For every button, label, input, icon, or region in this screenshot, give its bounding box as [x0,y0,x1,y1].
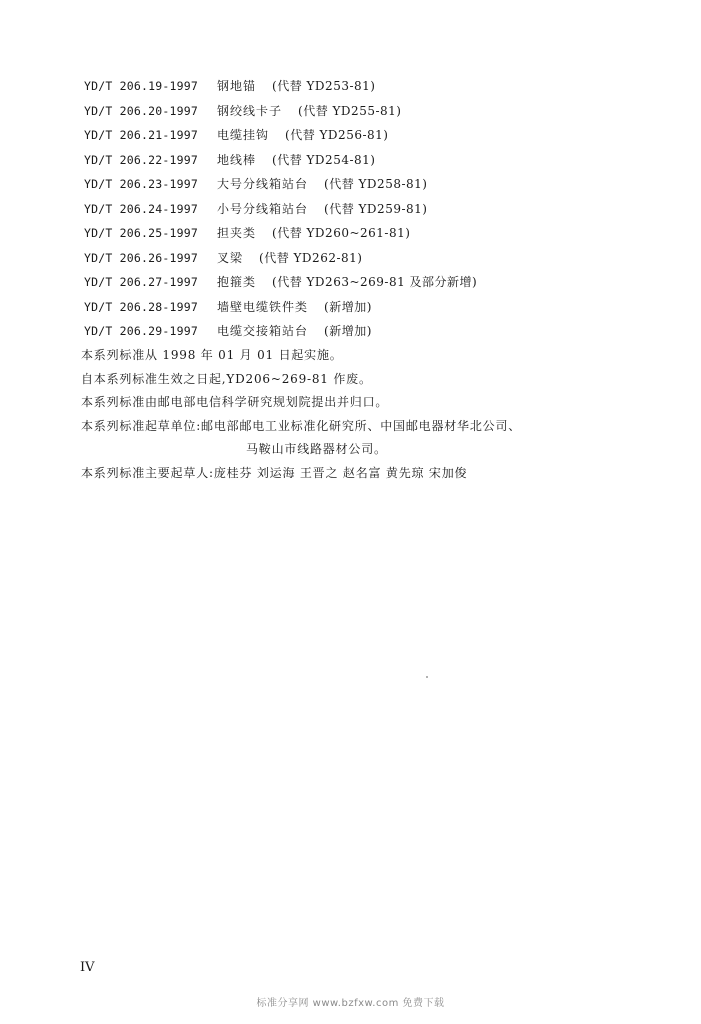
standard-code: YD/T 206.27-1997 [84,275,198,289]
standard-code: YD/T 206.21-1997 [84,128,198,142]
drafters-note: 本系列标准主要起草人:庞桂芬 刘运海 王晋之 赵名富 黄先琼 宋加俊 [81,465,468,480]
standard-note: (代替 YD254-81) [272,152,376,167]
standard-row [84,74,684,99]
standard-row [84,270,684,295]
standard-row [84,319,684,344]
standard-title: 小号分线箱站台 [217,201,309,216]
standard-note: (代替 YD260~261-81) [272,226,411,240]
standard-row [84,246,684,271]
standard-code: YD/T 206.26-1997 [84,250,198,265]
standard-note: (新增加) [324,299,372,314]
superseded-note: 自本系列标准生效之日起,YD206~269-81 作废。 [81,371,372,386]
standard-title: 大号分线箱站台 [217,177,309,191]
standards-list [84,74,684,344]
drafting-units-note: 本系列标准起草单位:邮电部邮电工业标准化研究所、中国邮电器材华北公司、 [81,418,522,433]
drafting-units-continued: 马鞍山市线路器材公司。 [246,442,387,456]
standard-row [84,197,684,222]
standard-note: (代替 YD259-81) [324,201,428,216]
standard-title: 担夹类 [217,226,257,240]
standard-title: 钢地锚 [217,79,257,93]
standard-title: 电缆挂钩 [217,128,270,142]
series-notes [81,344,691,485]
standard-row [84,221,684,246]
standard-code: YD/T 206.28-1997 [84,299,198,314]
standard-row [84,172,684,197]
standard-note: (代替 YD253-81) [272,79,376,93]
standard-code: YD/T 206.20-1997 [84,103,198,118]
standard-row [84,99,684,124]
standard-title: 墙壁电缆铁件类 [217,299,309,314]
standard-note: (代替 YD262-81) [259,250,363,265]
standard-note: (代替 YD255-81) [298,103,402,118]
standard-note: (代替 YD263~269-81 及部分新增) [272,275,478,289]
standard-title: 叉梁 [217,250,244,265]
standard-note: (新增加) [324,324,372,338]
standard-title: 抱箍类 [217,275,257,289]
standard-title: 地线棒 [217,152,257,167]
page-number: IV [80,960,95,975]
standard-title: 电缆交接箱站台 [217,324,309,338]
effective-date-note: 本系列标准从 1998 年 01 月 01 日起实施。 [81,348,343,362]
standard-title: 钢绞线卡子 [217,103,283,118]
standard-code: YD/T 206.22-1997 [84,152,198,167]
standard-code: YD/T 206.23-1997 [84,177,198,191]
standard-row [84,123,684,148]
standard-note: (代替 YD258-81) [324,177,428,191]
standard-row [84,148,684,173]
standard-row [84,295,684,320]
standard-code: YD/T 206.19-1997 [84,79,198,93]
standard-code: YD/T 206.24-1997 [84,201,198,216]
proposer-note: 本系列标准由邮电部电信科学研究规划院提出并归口。 [81,395,389,409]
standard-note: (代替 YD256-81) [285,128,389,142]
standard-code: YD/T 206.25-1997 [84,226,198,240]
standard-code: YD/T 206.29-1997 [84,324,198,338]
watermark-footer: 标准分享网 www.bzfxw.com 免费下载 [256,998,445,1009]
scan-speck [426,676,428,678]
